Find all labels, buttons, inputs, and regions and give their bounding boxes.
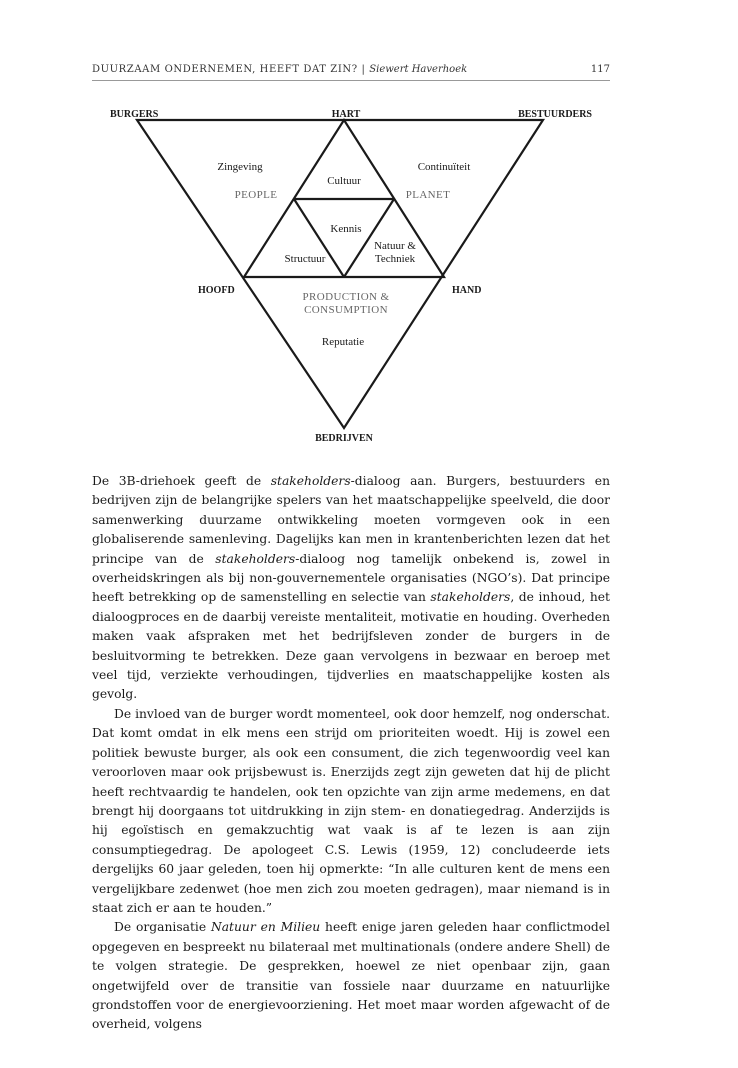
label-kennis: Kennis: [330, 223, 362, 235]
label-consumption: CONSUMPTION: [304, 304, 388, 316]
p3-text-2: heeft enige jaren geleden haar conflictmodel opgegeven en bespreekt nu bilateraal met multinationals (ondere andere Shell) de te volgen strategie. De gesprekken, hoewel ze niet openbaar zijn, gaan ongetwijfeld over de transitie van fossiele naar duurzame en natuurlijke grondstoffen voor de energievoorziening. Het moet maar worden afgewacht of de overheid, volgens: [92, 920, 610, 1032]
label-planet: PLANET: [405, 189, 451, 201]
p1-emphasis-1: stakeholders: [270, 474, 351, 488]
p1-text-4: , de inhoud, het dialoogproces en de daarbij vereiste mentaliteit, motivatie en houding. Overheden maken vaak afspraken met het bedrijfsleven zonder de burgers in de besluitvorming te betrekken. Deze gaan vervolgens in bezwaar en beroep met veel tijd, verziekte verhoudingen, tijdverlies en maatschappelijke kosten als gevolg.: [92, 590, 610, 702]
p1-text-1: De 3B-driehoek geeft de: [92, 474, 271, 488]
page-number: 117: [590, 64, 610, 75]
outer-triangle: [137, 120, 543, 428]
paragraph-2: De invloed van de burger wordt momenteel, ook door hemzelf, nog onderschat. Dat komt omdat in elk mens een strijd om prioriteiten woedt. Hij is zowel een politiek bewuste burger, als ook een consument, die zich tegenwoordig veel kan veroorloven maar ook prijsbewust is. Enerzijds zegt zijn geweten dat hij de plicht heeft rechtvaardig te handelen, ook ten opzichte van zijn arme medemens, en dat brengt hij doorgaans tot uitdrukking in zijn stem- en donatiegedrag. Anderzijds is hij egoïstisch en gemakzuchtig wat vaak is af te lezen is aan zijn consumptiegedrag. De apologeet C.S. Lewis (1959, 12) concludeerde iets dergelijks 60 jaar geleden, toen hij opmerkte: “In alle culturen kent de mens een vergelijkbare zedenwet (hoe men zich zou moeten gedragen), maar niemand is in staat zich er aan te houden.”: [92, 706, 610, 915]
label-people: PEOPLE: [234, 189, 278, 201]
label-zingeving: Zingeving: [217, 161, 263, 173]
label-bedrijven: BEDRIJVEN: [315, 433, 373, 444]
running-head-author: Siewert Haverhoek: [369, 64, 468, 75]
paragraph-3: [92, 918, 610, 1034]
label-production: PRODUCTION &: [302, 291, 390, 303]
p1-text-2: -dialoog aan. Burgers, bestuurders en bedrijven zijn de belangrijke spelers van het maatschappelijke speelveld, die door samenwerking duurzame ontwikkeling moeten vormgeven ook in een globaliserende samenleving. Dagelijks kan men in krantenberichten lezen dat het principe van de: [92, 474, 610, 566]
p1-emphasis-3: stakeholders: [430, 590, 511, 605]
label-hand: HAND: [452, 285, 482, 296]
label-continuiteit: Continuïteit: [417, 161, 471, 173]
inner-left-diagonal: [294, 199, 344, 277]
p3-emphasis-1: Natuur en Milieu: [210, 920, 321, 935]
label-natuur: Natuur &: [374, 240, 416, 252]
paragraph-1: [92, 472, 610, 705]
label-reputatie: Reputatie: [321, 336, 365, 348]
inner-right-diagonal: [344, 199, 394, 277]
label-techniek: Techniek: [374, 253, 416, 265]
label-hoofd: HOOFD: [198, 285, 235, 296]
p1-emphasis-2: stakeholders: [215, 551, 296, 566]
label-hart: HART: [331, 109, 361, 120]
body-text: [92, 472, 610, 1035]
label-cultuur: Cultuur: [327, 175, 361, 187]
label-burgers: BURGERS: [110, 109, 159, 120]
3b-triangle-diagram: [0, 0, 738, 460]
p3-text-1: De organisatie: [114, 920, 211, 935]
label-bestuurders: BESTUURDERS: [518, 109, 592, 120]
running-head-separator: |: [361, 64, 366, 75]
label-structuur: Structuur: [284, 253, 326, 265]
running-head-title: DUURZAAM ONDERNEMEN, HEEFT DAT ZIN?: [92, 64, 358, 75]
p1-text-3: -dialoog nog tamelijk onbekend is, zowel in overheidskringen als bij non-gouvernementele organisaties (NGO’s). Dat principe heeft betrekking op de samenstelling en selectie van: [92, 551, 610, 605]
